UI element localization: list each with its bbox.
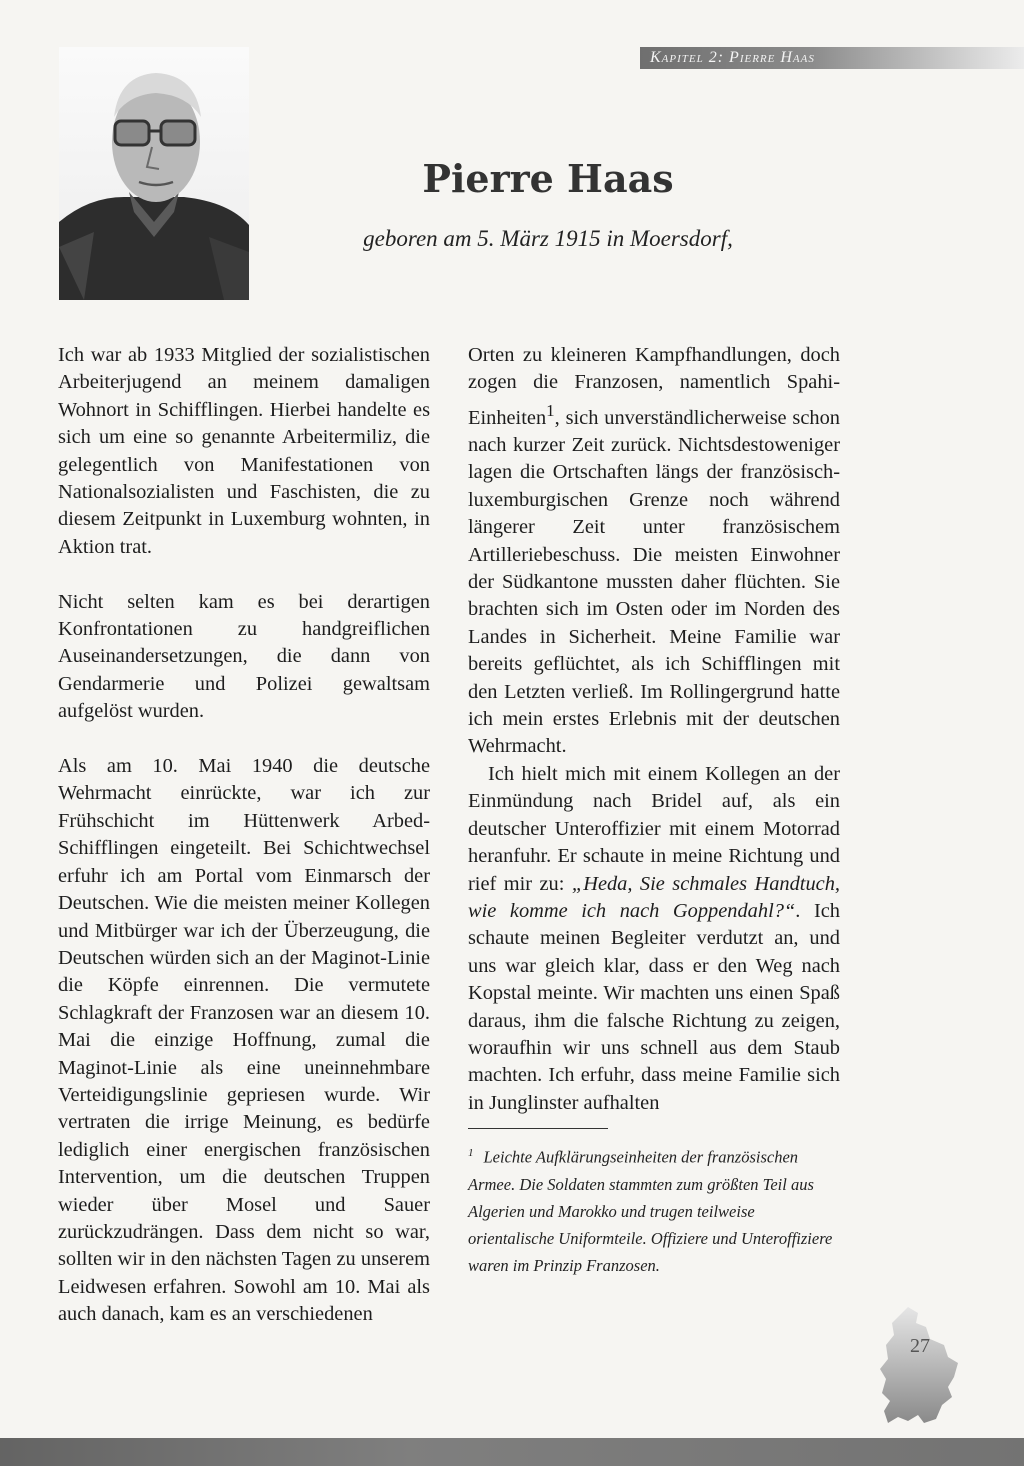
quote-text: „Heda, Sie schmales Handtuch, wie komme ich nach Goppendahl?“ [468, 872, 840, 922]
paragraph-text: , sich unverständlicherweise schon nach kurzer Zeit zurück. Nichtsdestoweniger lagen die Ortschaften längs der französisch-luxemburgischen Grenze noch während längerer Zeit unter französischem Artilleriebeschuss. Die meisten Einwohner der Südkantone mussten daher flüchten. Sie brachten sich im Osten oder im Norden des Landes in Sicherheit. Meine Familie war bereits geflüchtet, als ich Schifflingen mit den Letzten verließ. Im Rollingergrund hatte ich mein erstes Erlebnis mit der deutschen Wehrmacht. [468, 406, 840, 758]
page-number: 27 [910, 1335, 930, 1357]
portrait-image [59, 47, 249, 300]
page-subtitle: geboren am 5. März 1915 in Moersdorf, [363, 226, 733, 251]
paragraph [468, 342, 840, 761]
portrait-photo [59, 47, 249, 300]
footnote-divider [468, 1128, 608, 1129]
footnote-text: Leichte Aufklärungseinheiten der französischen Armee. Die Soldaten stammten zum größten Teil aus Algerien und Marokko und trugen teilweise orientalische Uniformteile. Offiziere und Unteroffiziere waren im Prinzip Franzosen. [468, 1147, 833, 1275]
footnote-reference: 1 [546, 400, 555, 420]
paragraph: Als am 10. Mai 1940 die deutsche Wehrmacht einrückte, war ich zur Frühschicht im Hüttenwerk Arbed-Schifflingen eingeteilt. Bei Schichtwechsel erfuhr ich am Portal vom Einmarsch der Deutschen. Wie die meisten meiner Kollegen und Mitbürger war ich der Überzeugung, die Deutschen würden sich an der Maginot-Linie die Köpfe einrennen. Die vermutete Schlagkraft der Franzosen war an diesem 10. Mai die einzige Hoffnung, zumal die Maginot-Linie als eine uneinnehmbare Verteidigungslinie gepriesen wurde. Wir vertraten die irrige Meinung, es bedürfe lediglich einer energischen französischen Intervention, um die deutschen Truppen wieder über Mosel und Sauer zurückzudrängen. Dass dem nicht so war, sollten wir in den nächsten Tagen zu unserem Leidwesen erfahren. Sowohl am 10. Mai als auch danach, kam es an verschiedenen [58, 755, 430, 1326]
scan-bottom-edge [0, 1438, 1024, 1466]
paragraph [468, 761, 840, 1117]
paragraph-text: Orten zu kleineren Kampfhandlungen, doch zogen die Franzosen, namentlich Spahi-Einheiten [468, 344, 840, 429]
right-text-column [468, 342, 840, 1117]
paragraph-text: Ich hielt mich mit einem Kollegen an der Einmündung nach Bridel auf, als ein deutscher Unteroffizier mit einem Motorrad heranfuhr. Er schaute in meine Richtung und rief mir zu: [468, 762, 840, 895]
chapter-label: Kapitel 2: Pierre Haas [650, 49, 815, 66]
footnote [468, 1140, 840, 1279]
luxembourg-map-icon [878, 1305, 960, 1425]
paragraph-text: . Ich schaute meinen Begleiter verdutzt an, und uns war gleich klar, dass er den Weg nach Kopstal meinte. Wir machten uns einen Spaß daraus, ihm die falsche Richtung zu zeigen, woraufhin wir uns schnell aus dem Staub machten. Ich erfuhr, dass meine Familie sich in Junglinster aufhalten [468, 899, 840, 1114]
chapter-header-bar [640, 47, 1024, 69]
paragraph: Nicht selten kam es bei derartigen Konfrontationen zu handgreiflichen Auseinandersetzungen, die dann von Gendarmerie und Polizei gewaltsam aufgelöst wurden. [58, 590, 430, 723]
left-text-column [58, 342, 430, 1329]
paragraph: Ich war ab 1933 Mitglied der sozialistischen Arbeiterjugend an meinem damaligen Wohnort in Schifflingen. Hierbei handelte es sich um eine so genannte Arbeitermiliz, die gelegentlich von Manifestationen von Nationalsozialisten und Faschisten, die zu diesem Zeitpunkt in Luxemburg wohnten, in Aktion trat. [58, 344, 430, 558]
footnote-marker: 1 [468, 1147, 474, 1159]
page-title: Pierre Haas [422, 156, 674, 201]
